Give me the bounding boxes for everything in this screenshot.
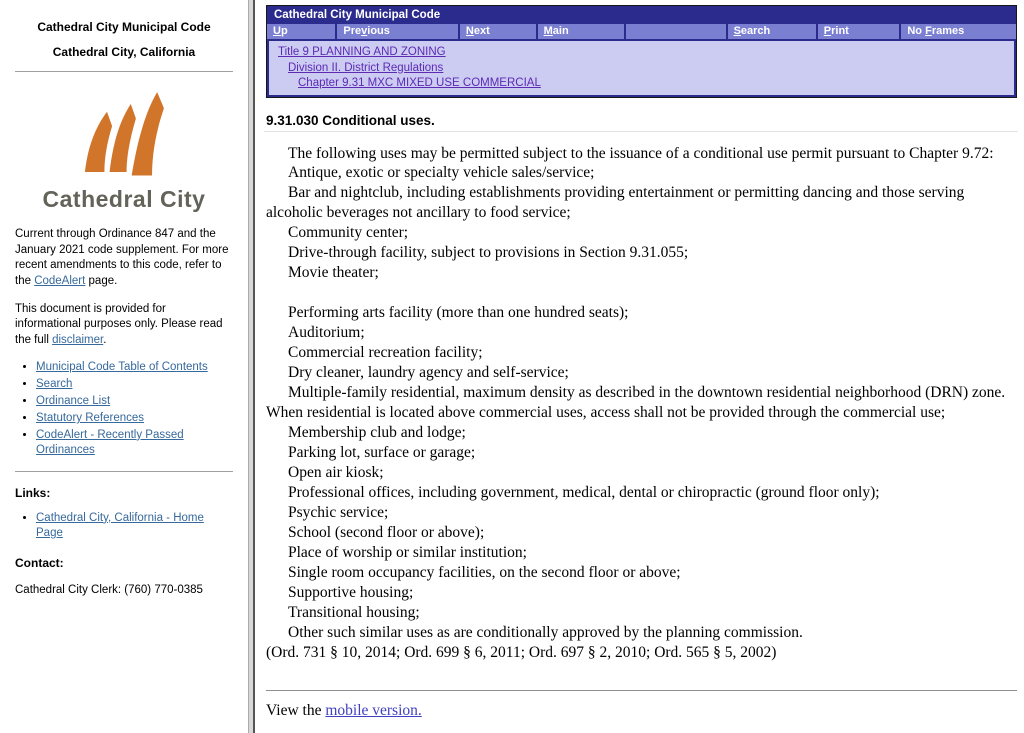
ordinance-history: (Ord. 731 § 10, 2014; Ord. 699 § 6, 2011; Ord. 697 § 2, 2010; Ord. 565 § 5, 2002) <box>266 644 777 662</box>
code-paragraph: Bar and nightclub, including establishments providing entertainment or permitting dancing and those serving alcoholic beverages not ancillary to food service; <box>266 184 965 222</box>
code-paragraph: Movie theater; <box>288 264 379 282</box>
code-paragraph: Antique, exotic or specialty vehicle sales/service; <box>288 164 595 182</box>
folio-nav-table <box>266 5 1017 98</box>
breadcrumb-link[interactable]: Division II. District Regulations <box>288 61 444 74</box>
sidebar-subtitle: Cathedral City, California <box>52 45 196 60</box>
breadcrumb-level-1 <box>269 44 1014 60</box>
code-paragraph: Professional offices, including government, medical, dental or chiropractic (ground floor only); <box>288 484 880 502</box>
sidebar-nav-link[interactable]: Ordinance List <box>36 395 111 408</box>
page-title: 9.31.030 Conditional uses. <box>266 112 435 128</box>
sidebar-nav-link[interactable]: Statutory References <box>36 411 145 424</box>
list-item <box>36 377 233 392</box>
heading-rule <box>264 131 1018 132</box>
code-paragraph: Place of worship or similar institution; <box>288 544 527 562</box>
cathedral-city-logo <box>15 76 233 183</box>
breadcrumb <box>269 41 1014 95</box>
no-frames-button[interactable]: No Frames <box>901 24 1016 39</box>
logo-wordmark: Cathedral City <box>42 185 206 212</box>
code-paragraph: Community center; <box>288 224 409 242</box>
code-paragraph: Other such similar uses as are conditionally approved by the planning commission. <box>288 624 803 642</box>
sidebar-disclaimer-text: This document is provided for informational purposes only. Please read the full disclaimer. <box>15 303 223 346</box>
search-button[interactable]: Search <box>728 24 816 39</box>
code-paragraph: Auditorium; <box>288 324 365 342</box>
code-paragraph: Parking lot, surface or garage; <box>288 444 476 462</box>
sidebar-divider-bottom <box>15 471 233 472</box>
code-paragraph: The following uses may be permitted subject to the issuance of a conditional use permit pursuant to Chapter 9.72: <box>288 144 994 162</box>
spacer-cell <box>626 24 726 39</box>
content-paragraphs <box>266 144 1018 644</box>
sidebar-external-link[interactable]: Cathedral City, California - Home Page <box>36 511 204 540</box>
breadcrumb-level-2 <box>269 60 1014 76</box>
links-heading: Links: <box>15 485 51 500</box>
nav-title-bar: Cathedral City Municipal Code <box>274 9 441 21</box>
code-paragraph: Single room occupancy facilities, on the second floor or above; <box>288 564 681 582</box>
breadcrumb-level-3 <box>269 75 1014 91</box>
code-paragraph: Commercial recreation facility; <box>288 344 483 362</box>
code-paragraph: Membership club and lodge; <box>288 424 466 442</box>
code-paragraph: Dry cleaner, laundry agency and self-service; <box>288 364 569 382</box>
footer-rule <box>266 690 1017 691</box>
main-button[interactable]: Main <box>538 24 624 39</box>
mobile-version-link[interactable]: mobile version. <box>325 702 422 720</box>
code-paragraph: Performing arts facility (more than one hundred seats); <box>288 304 629 322</box>
sidebar-divider-top <box>15 71 233 72</box>
code-paragraph: Supportive housing; <box>288 584 414 602</box>
sidebar-nav-list <box>15 360 233 458</box>
mobile-version-line: View the mobile version. <box>266 702 422 720</box>
sidebar-nav-link[interactable]: Municipal Code Table of Contents <box>36 361 208 374</box>
disclaimer-link[interactable]: disclaimer <box>52 333 104 346</box>
code-paragraph: Transitional housing; <box>288 604 420 622</box>
sidebar-current-through-text: Current through Ordinance 847 and the January 2021 code supplement. For more recent amendments to this code, refer to the CodeAlert page. <box>15 228 229 287</box>
sidebar-links-list <box>15 511 233 542</box>
contact-text: Cathedral City Clerk: (760) 770-0385 <box>15 583 203 596</box>
previous-button[interactable]: Previous <box>337 24 458 39</box>
nav-buttons-row <box>267 24 1016 41</box>
list-item <box>36 511 233 542</box>
paragraph-gap <box>266 283 1018 303</box>
code-paragraph: Open air kiosk; <box>288 464 384 482</box>
breadcrumb-link[interactable]: Chapter 9.31 MXC MIXED USE COMMERCIAL <box>298 77 541 89</box>
codealert-link[interactable]: CodeAlert <box>34 274 86 287</box>
code-paragraph: School (second floor or above); <box>288 524 485 542</box>
contact-heading: Contact: <box>15 555 64 570</box>
sidebar-nav-link[interactable]: CodeAlert - Recently Passed Ordinances <box>36 428 184 457</box>
content-frame <box>255 0 1024 733</box>
list-item <box>36 411 233 426</box>
list-item <box>36 428 233 459</box>
sidebar-frame <box>0 0 248 733</box>
sidebar-title: Cathedral City Municipal Code <box>37 20 211 34</box>
breadcrumb-link[interactable]: Title 9 PLANNING AND ZONING <box>278 46 446 58</box>
code-paragraph: Psychic service; <box>288 504 389 522</box>
code-paragraph: Multiple-family residential, maximum density as described in the downtown residential neighborhood (DRN) zone. When residential is located above commercial uses, access shall not be provided through the commercial use; <box>266 384 1006 422</box>
frameset-divider[interactable] <box>248 0 255 733</box>
list-item <box>36 394 233 409</box>
sidebar-nav-link[interactable]: Search <box>36 378 73 391</box>
next-button[interactable]: Next <box>460 24 536 39</box>
print-button[interactable]: Print <box>818 24 900 39</box>
list-item <box>36 360 233 375</box>
code-paragraph: Drive-through facility, subject to provisions in Section 9.31.055; <box>288 244 689 262</box>
up-button[interactable]: Up <box>267 24 335 39</box>
